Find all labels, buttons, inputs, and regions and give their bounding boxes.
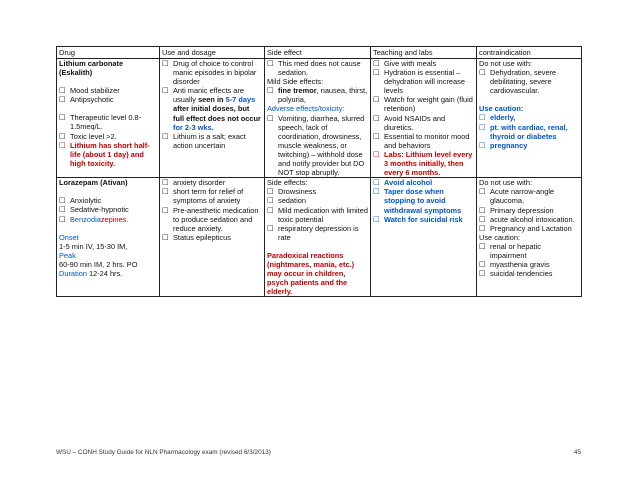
text-span: zepines (100, 214, 127, 224)
list-item: □ sedation (267, 196, 368, 205)
list-item: □ Drug of choice to control manic episodes in bipolar disorder (162, 59, 262, 86)
contra-heading: Do not use with: (479, 178, 532, 188)
list-item: □ Pre-anesthetic medication to produce sedation and reduce anxiety. (162, 206, 262, 233)
duration-line (59, 269, 157, 278)
list-item: □ Primary depression (479, 206, 579, 215)
header-contraindication: contraindication (477, 47, 582, 59)
list-item: □ Dehydration, severe debilitating, severe cardiovascular. (479, 68, 579, 95)
list-item: □ Status epilepticus (162, 233, 262, 242)
cell-contraindication (477, 59, 582, 178)
drug-brand: (Eskalith) (59, 68, 93, 78)
text-span: , nausea, thirst, polyuria, (278, 86, 368, 105)
drug-table (56, 46, 582, 297)
list-item: □ Avoid NSAIDs and diuretics. (373, 114, 474, 132)
list-item: □ suicidal tendencies (479, 269, 579, 278)
list-item: □ renal or hepatic impairment (479, 242, 579, 260)
caution-list (479, 113, 579, 149)
list-item (59, 215, 157, 224)
cell-drug (57, 178, 160, 297)
duration-label: Duration (59, 268, 87, 278)
drug-class-list (59, 196, 157, 223)
caution-list (479, 242, 579, 278)
table-row-lithium (57, 59, 582, 178)
cell-teaching (371, 178, 477, 297)
text-span: Benzodia (70, 214, 101, 224)
cell-contraindication (477, 178, 582, 297)
page-footer (56, 449, 581, 456)
adverse-heading: Adverse effects/toxicity: (267, 104, 345, 114)
teach-list (373, 178, 474, 223)
list-item: □ pregnancy (479, 141, 579, 150)
side-list-mild (267, 86, 368, 104)
contra-list (479, 187, 579, 232)
list-item: □ acute alcohol intoxication. (479, 215, 579, 224)
drug-name: Lorazepam (Ativan) (59, 178, 128, 188)
footer-text: WSU – CONH Study Guide for NLN Pharmacology exam (revised 6/3/2013) (56, 449, 271, 456)
header-teaching-labs: Teaching and labs (371, 47, 477, 59)
text-span: . (126, 214, 129, 224)
mild-heading: Mild Side effects: (267, 77, 324, 87)
use-list (162, 59, 262, 150)
list-item: □ pt. with cardiac, renal, thyroid or diabetes (479, 123, 579, 141)
text-span: seen in (198, 95, 224, 105)
list-item: □ Drowsiness (267, 187, 368, 196)
list-item: □ elderly, (479, 113, 579, 122)
list-item: □ anxiety disorder (162, 178, 262, 187)
paradoxical-warning: Paradoxical reactions (nightmares, mania, etc.) may occur in children, psych patients and the elderly. (267, 250, 355, 297)
list-item: □ Therapeutic level 0.8-1.5meq/L. (59, 113, 157, 131)
contra-list (479, 68, 579, 95)
side-list-adverse (267, 114, 368, 178)
list-item: □ Antipsychotic (59, 95, 157, 104)
caution-heading: Use caution: (479, 104, 524, 114)
list-item: □ Sedative-hypnotic (59, 205, 157, 214)
list-item: □ Lithium is a salt; exact action uncertain (162, 132, 262, 150)
list-item (162, 86, 262, 131)
drug-name: Lithium carbonate (59, 59, 124, 68)
list-item: □ Taper dose when stopping to avoid withdrawal symptoms (373, 187, 474, 214)
list-item: □ Mild medication with limited toxic potential (267, 206, 368, 224)
header-side-effect: Side effect (265, 47, 371, 59)
list-item: □ Acute narrow-angle glaucoma, (479, 187, 579, 205)
cell-side-effect (265, 59, 371, 178)
onset-value: 1-5 min IV, 15-30 IM, (59, 241, 128, 251)
duration-value: 12-24 hrs. (86, 268, 123, 278)
side-list (267, 59, 368, 77)
page-number: 45 (573, 449, 581, 456)
list-item: □ myasthenia gravis (479, 260, 579, 269)
list-item-warning: □ Lithium has short half-life (about 1 day) and high toxicity. (59, 141, 157, 168)
caution-heading: Use caution: (479, 232, 521, 242)
list-item: □ Mood stabilizer (59, 86, 157, 95)
drug-levels-list (59, 113, 157, 168)
side-heading: Side effects: (267, 178, 308, 188)
table-row-lorazepam (57, 178, 582, 297)
list-item-labs: □ Labs: Lithium level every 3 months initially, then every 6 months. (373, 150, 474, 177)
onset-label: Onset (59, 232, 79, 242)
list-item: □ Watch for suicidal risk (373, 215, 474, 224)
list-item: □ Vomiting, diarrhea, slurred speech, lack of coordination, drowsiness, muscle weakness, or twitching) – withhold dose and notify provider but DO NOT stop abruptly. (267, 114, 368, 178)
list-item: □ Hydration is essential – dehydration will increase levels (373, 68, 474, 95)
list-item: □ Toxic level >2. (59, 132, 157, 141)
use-list (162, 178, 262, 242)
list-item: □ This med does not cause sedation. (267, 59, 368, 77)
table-header-row (57, 47, 582, 59)
contra-heading: Do not use with: (479, 59, 532, 68)
cell-drug (57, 59, 160, 178)
list-item: □ short term for relief of symptoms of anxiety (162, 187, 262, 205)
list-item: □ Avoid alcohol (373, 178, 474, 187)
list-item: □ Essential to monitor mood and behaviors (373, 132, 474, 150)
drug-class-list (59, 86, 157, 104)
list-item (267, 86, 368, 104)
header-drug: Drug (57, 47, 160, 59)
list-item: □ Give with meals (373, 59, 474, 68)
list-item: □ Watch for weight gain (fluid retention) (373, 95, 474, 113)
text-span: 5-7 days (225, 95, 256, 105)
list-item: □ respiratory depression is rate (267, 224, 368, 242)
cell-teaching (371, 59, 477, 178)
text-span: after initial doses, but full effect does not occur (173, 104, 261, 123)
cell-use (160, 59, 265, 178)
text-span: fine tremor (278, 86, 317, 96)
list-item: □ Pregnancy and Lactation (479, 224, 579, 233)
text-span: for 2-3 wks. (173, 122, 214, 132)
peak-label: Peak (59, 250, 76, 260)
list-item: □ Anxiolytic (59, 196, 157, 205)
header-use-dosage: Use and dosage (160, 47, 265, 59)
peak-value: 60-90 min IM, 2 hrs. PO (59, 259, 138, 269)
teach-list (373, 59, 474, 177)
text-span: Anti manic effects are usually (173, 86, 244, 105)
cell-use (160, 178, 265, 297)
cell-side-effect (265, 178, 371, 297)
side-list (267, 187, 368, 242)
